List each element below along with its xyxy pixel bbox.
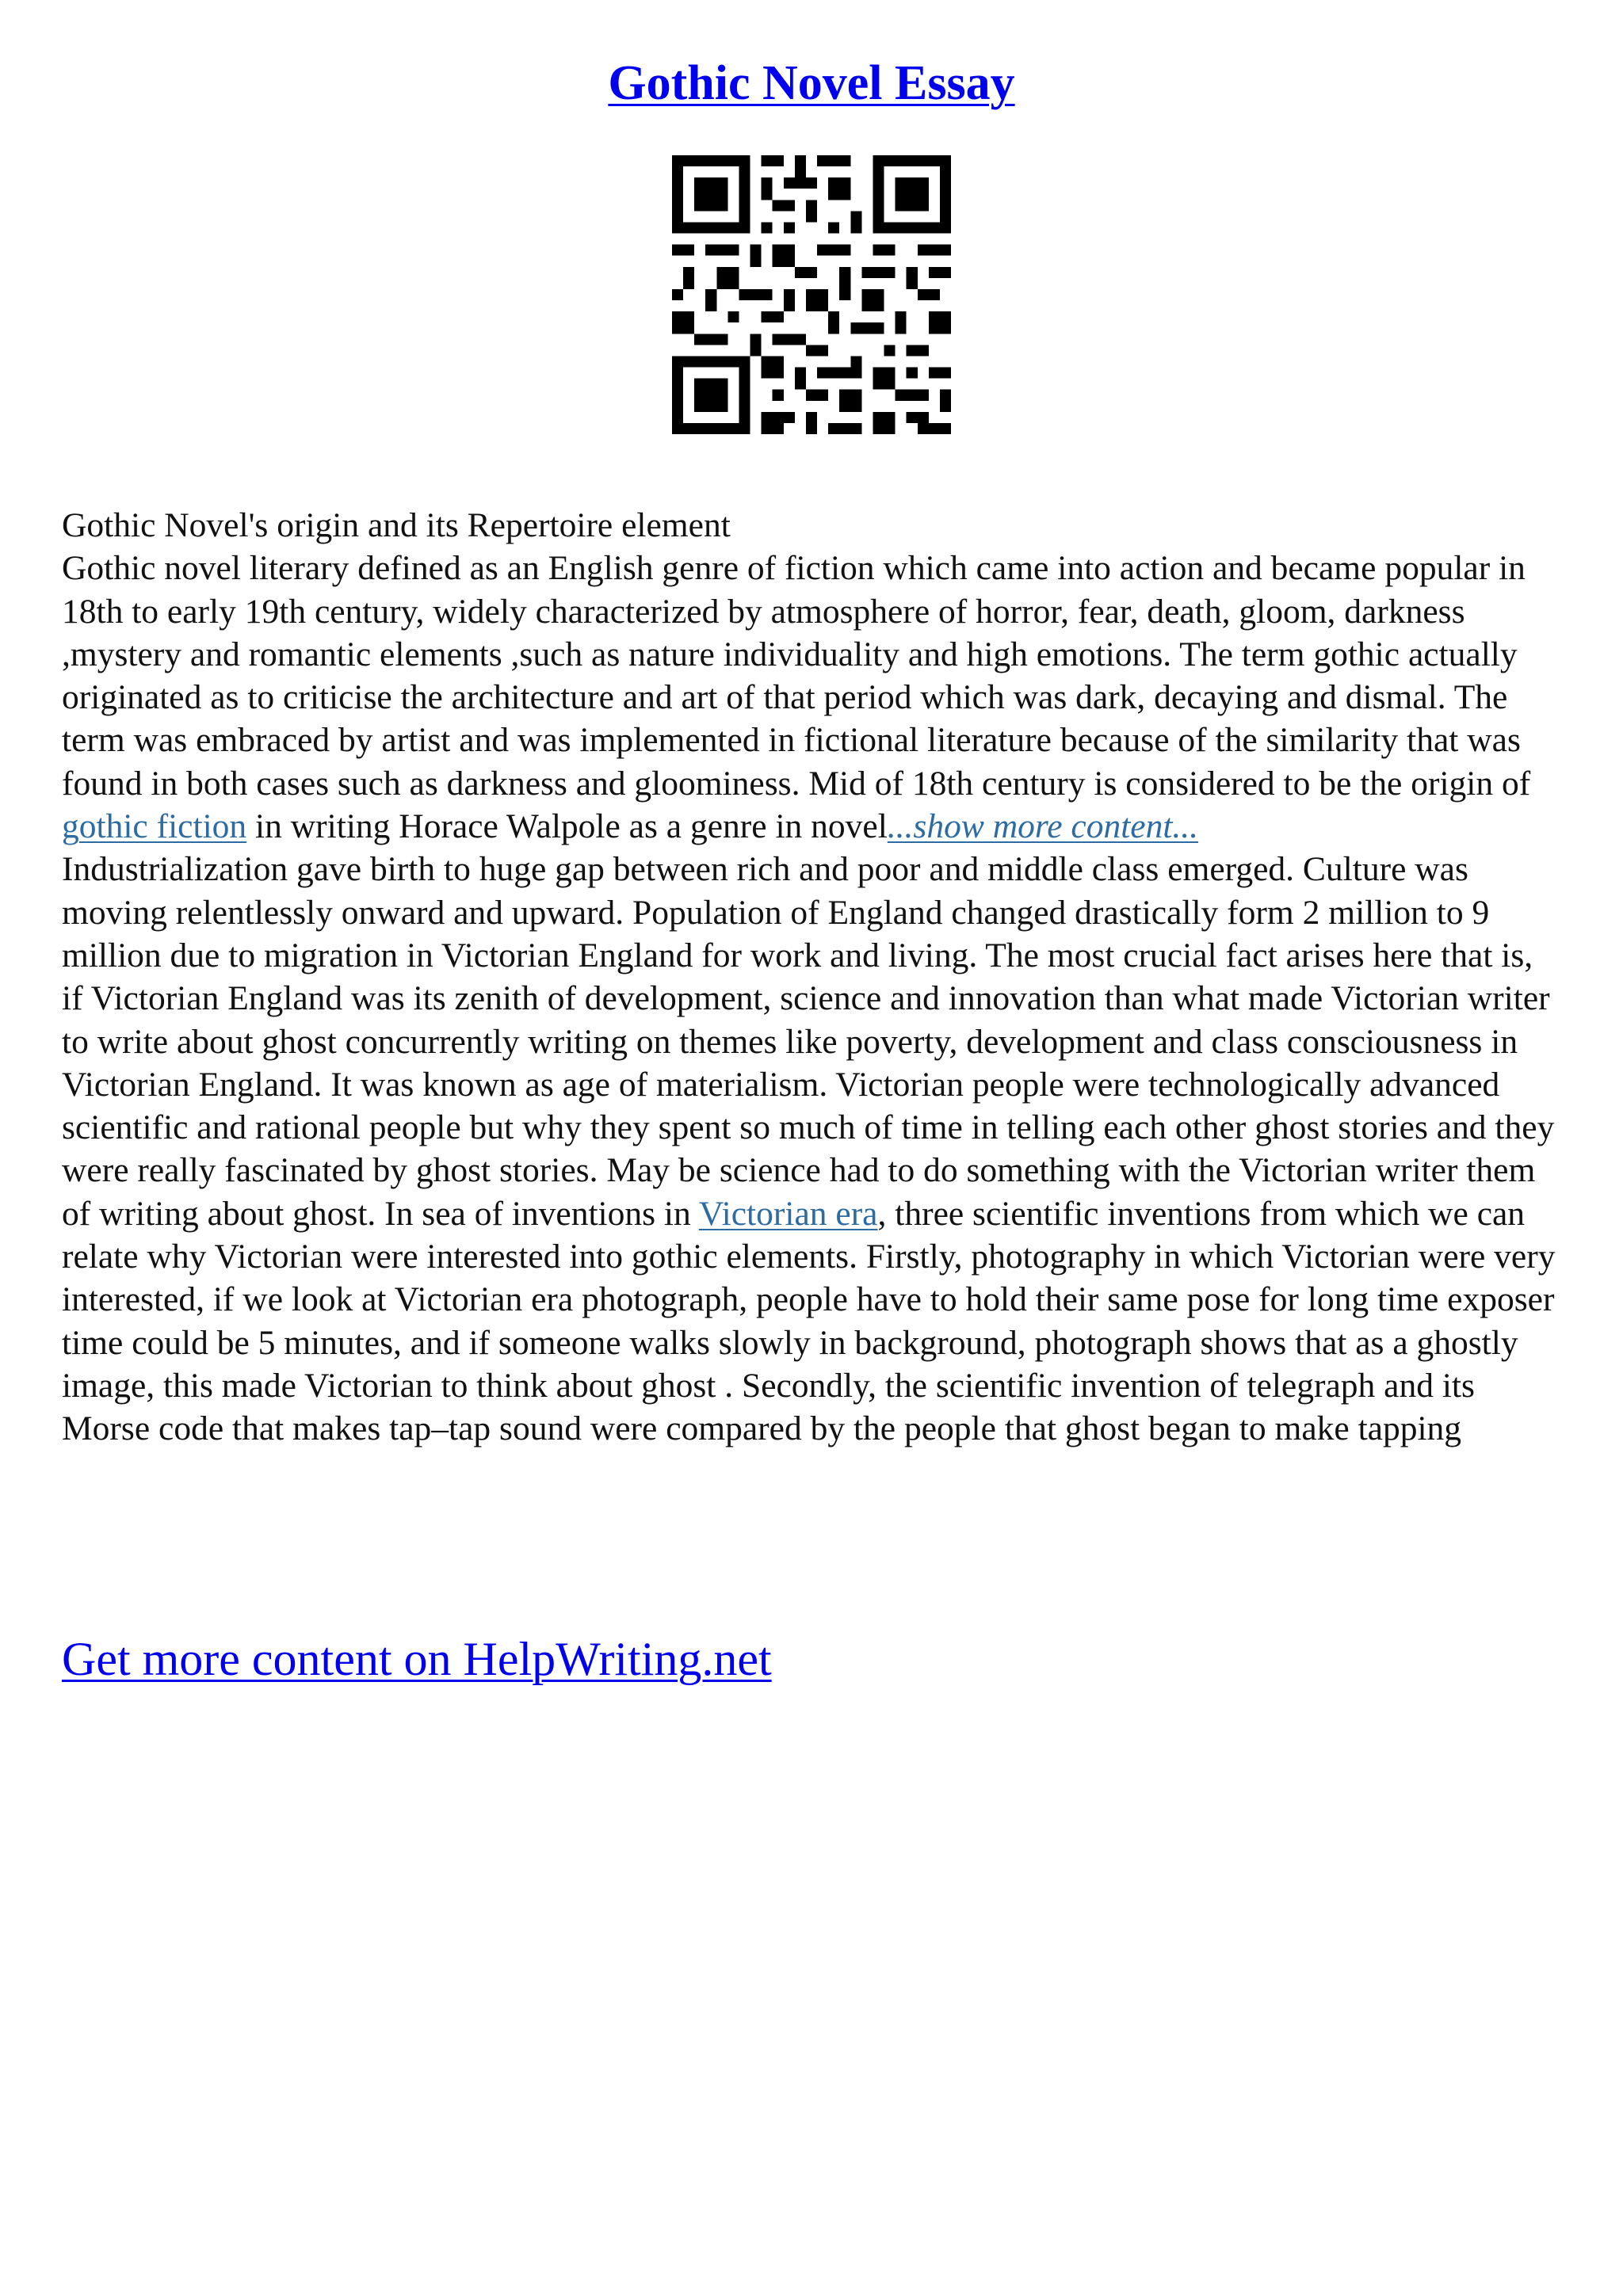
essay-paragraph-2 [62,848,1560,1450]
essay-body [62,504,1560,1451]
title-container [0,55,1623,112]
show-more-link[interactable]: ...show more content... [887,807,1199,846]
victorian-era-link[interactable]: Victorian era [698,1194,878,1233]
paragraph-2-text-a: Industrialization gave birth to huge gap between rich and poor and middle class emerged. Culture was moving relentlessly onward and upward. Population of England changed drastically form 2 million to 9 million due to migration in Victorian England for work and living. The most crucial fact arises here that is, if Victorian England was its zenith of development, science and innovation than what made Victorian writer to write about ghost concurrently writing on themes like poverty, development and class consciousness in Victorian England. It was known as age of materialism. Victorian people were technologically advanced scientific and rational people but why they spent so much of time in telling each other ghost stories and they were really fascinated by ghost stories. May be science had to do something with the Victorian writer them of writing about ghost. In sea of inventions in [62,850,1555,1233]
qr-code-graphic [672,155,951,434]
page-title-link[interactable]: Gothic Novel Essay [608,56,1015,110]
helpwriting-link[interactable]: Get more content on HelpWriting.net [62,1633,772,1685]
footer [62,1632,772,1687]
essay-subtitle: Gothic Novel's origin and its Repertoire element [62,506,731,544]
paragraph-2-text-b: , three scientific inventions from which we can relate why Victorian were interested into gothic elements. Firstly, photography in which Victorian were very interested, if we look at Victorian era photograph, people have to hold their same pose for long time exposer time could be 5 minutes, and if someone walks slowly in background, photograph shows that as a ghostly image, this made Victorian to think about ghost . Secondly, the scientific invention of telegraph and its Morse code that makes tap–tap sound were compared by the people that ghost began to make tapping [62,1194,1556,1448]
essay-paragraph-1 [62,547,1560,848]
paragraph-1-text-a: Gothic novel literary defined as an English genre of fiction which came into action and became popular in 18th to early 19th century, widely characterized by atmosphere of horror, fear, death, gloom, darkness ,mystery and romantic elements ,such as nature individuality and high emotions. The term gothic actually originated as to criticise the architecture and art of that period which was dark, decaying and dismal. The term was embraced by artist and was implemented in fictional literature because of the similarity that was found in both cases such as darkness and gloominess. Mid of 18th century is considered to be the origin of [62,549,1531,803]
gothic-fiction-link[interactable]: gothic fiction [62,807,247,846]
paragraph-1-text-b: in writing Horace Walpole as a genre in novel [246,807,888,846]
qr-code-icon [672,155,951,434]
